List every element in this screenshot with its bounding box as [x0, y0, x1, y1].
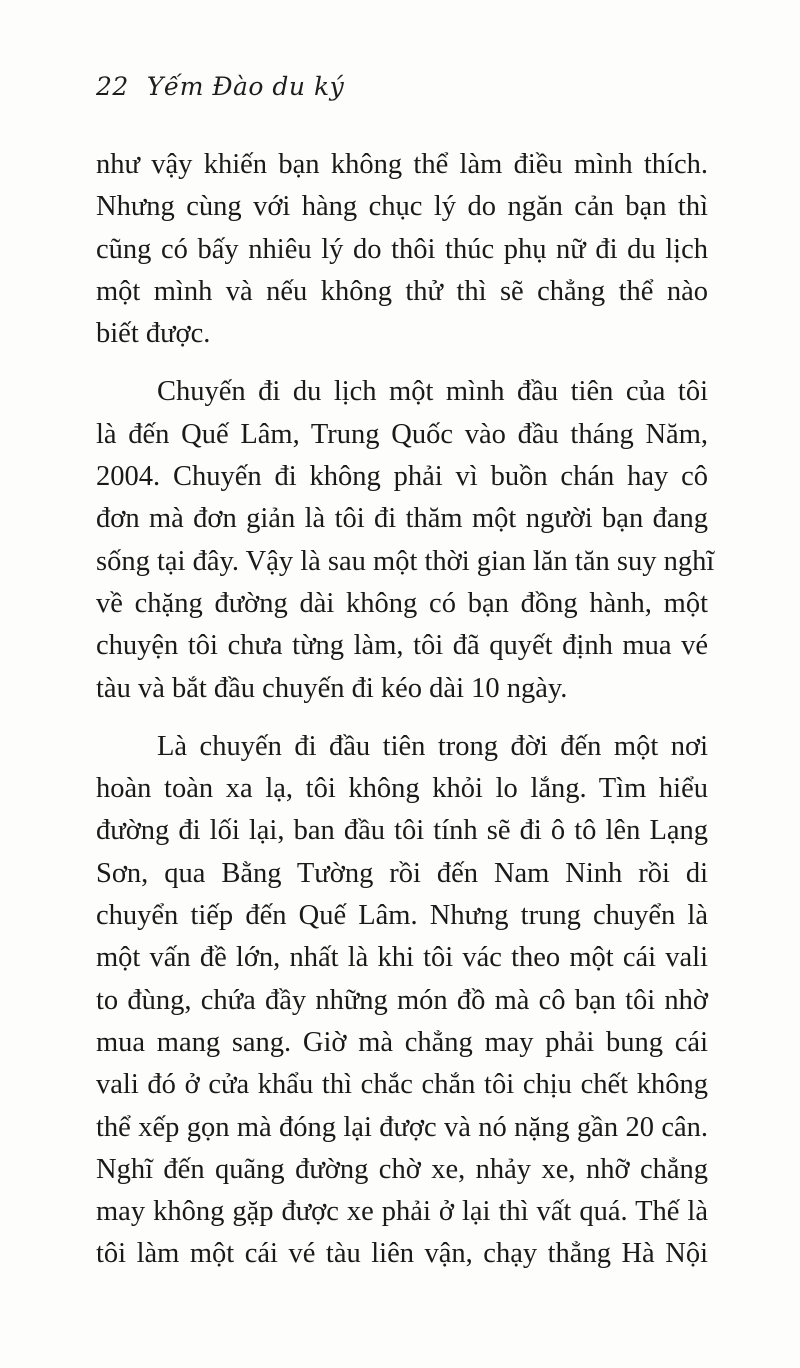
paragraph-1: [96, 144, 708, 355]
text-line: chuyển tiếp đến Quế Lâm. Nhưng trung chuyển là: [96, 900, 708, 932]
page-number: 22: [96, 72, 129, 101]
paragraph-3: [96, 726, 708, 1276]
text-line: to đùng, chứa đầy những món đồ mà cô bạn tôi nhờ: [96, 984, 708, 1016]
text-line: hoàn toàn xa lạ, tôi không khỏi lo lắng. Tìm hiểu: [96, 773, 708, 805]
text-line: chuyện tôi chưa từng làm, tôi đã quyết định mua vé: [96, 630, 708, 662]
text-line: cũng có bấy nhiêu lý do thôi thúc phụ nữ đi du lịch: [96, 233, 708, 265]
text-line: một vấn đề lớn, nhất là khi tôi vác theo một cái vali: [96, 942, 708, 974]
text-line: may không gặp được xe phải ở lại thì vất quá. Thế là: [96, 1196, 708, 1228]
text-line: một mình và nếu không thử thì sẽ chẳng thể nào: [96, 275, 708, 307]
body-text: [96, 144, 715, 1276]
text-line: 2004. Chuyến đi không phải vì buồn chán hay cô: [96, 461, 708, 493]
running-header: [96, 72, 344, 101]
text-line: tàu và bắt đầu chuyến đi kéo dài 10 ngày.: [96, 672, 568, 704]
text-line: mua mang sang. Giờ mà chẳng may phải bung cái: [96, 1026, 708, 1058]
text-line: Sơn, qua Bằng Tường rồi đến Nam Ninh rồi di: [96, 857, 708, 889]
text-line: thể xếp gọn mà đóng lại được và nó nặng gần 20 cân.: [96, 1111, 708, 1143]
text-line: Chuyến đi du lịch một mình đầu tiên của tôi: [157, 376, 708, 408]
text-line: tôi làm một cái vé tàu liên vận, chạy thẳng Hà Nội: [96, 1238, 708, 1270]
text-line: biết được.: [96, 318, 211, 350]
text-line: vali đó ở cửa khẩu thì chắc chắn tôi chịu chết không: [96, 1069, 708, 1101]
text-line: đường đi lối lại, ban đầu tôi tính sẽ đi ô tô lên Lạng: [96, 815, 708, 847]
text-line: sống tại đây. Vậy là sau một thời gian lăn tăn suy nghĩ: [96, 545, 715, 577]
book-title: Yếm Đào du ký: [146, 72, 345, 101]
text-line: là đến Quế Lâm, Trung Quốc vào đầu tháng Năm,: [96, 418, 708, 450]
text-line: như vậy khiến bạn không thể làm điều mình thích.: [96, 149, 708, 180]
paragraph-2: [96, 371, 715, 709]
text-line: về chặng đường dài không có bạn đồng hành, một: [96, 587, 708, 619]
text-line: Là chuyến đi đầu tiên trong đời đến một nơi: [157, 730, 708, 762]
text-line: Nhưng cùng với hàng chục lý do ngăn cản bạn thì: [96, 191, 708, 223]
text-line: đơn mà đơn giản là tôi đi thăm một người bạn đang: [96, 503, 708, 535]
text-line: Nghĩ đến quãng đường chờ xe, nhảy xe, nhỡ chẳng: [96, 1153, 708, 1185]
